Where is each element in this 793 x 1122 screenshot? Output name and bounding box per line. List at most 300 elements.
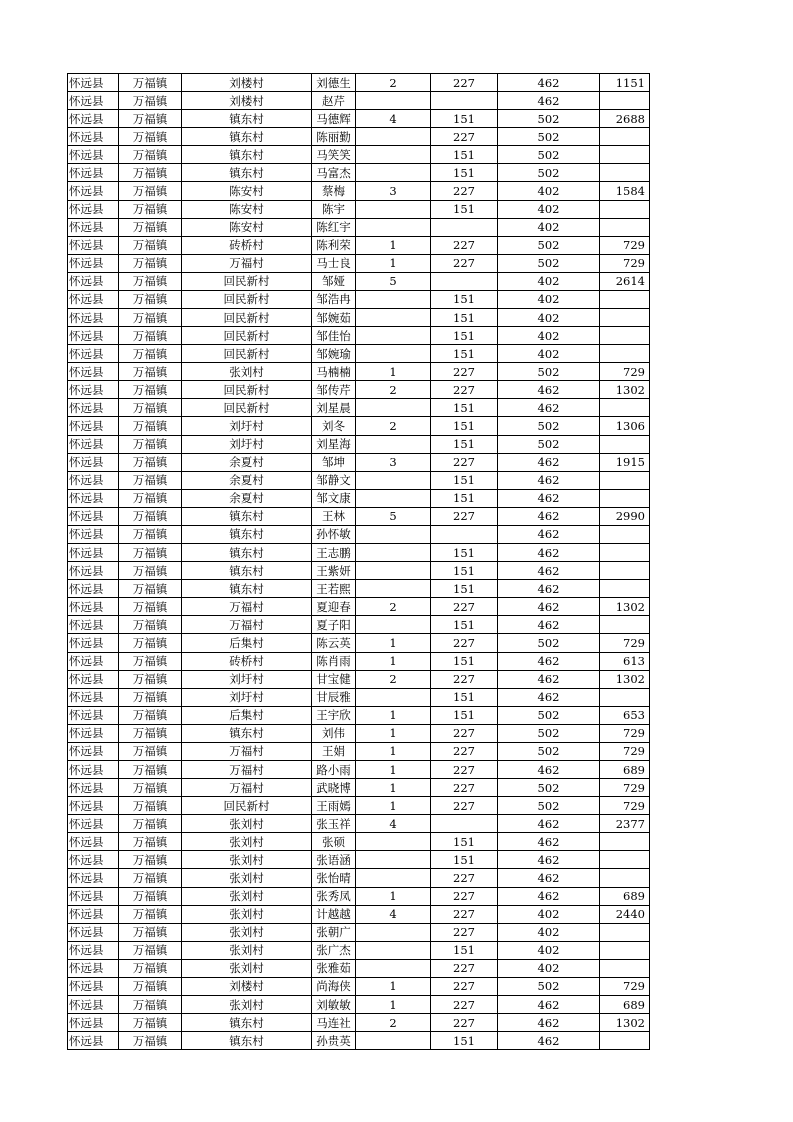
amount-b-cell: 462 xyxy=(498,598,600,616)
household-count-cell xyxy=(356,200,431,218)
amount-b-cell: 462 xyxy=(498,851,600,869)
total-cell: 1302 xyxy=(600,670,650,688)
total-cell xyxy=(600,1032,650,1050)
table-row xyxy=(68,977,650,995)
amount-b-cell: 402 xyxy=(498,327,600,345)
data-table xyxy=(67,73,650,1050)
county-cell: 怀远县 xyxy=(68,580,119,598)
household-count-cell xyxy=(356,833,431,851)
total-cell: 729 xyxy=(600,742,650,760)
village-cell: 刘圩村 xyxy=(182,435,312,453)
village-cell: 刘楼村 xyxy=(182,977,312,995)
village-cell: 砖桥村 xyxy=(182,652,312,670)
county-cell: 怀远县 xyxy=(68,652,119,670)
village-cell: 镇东村 xyxy=(182,525,312,543)
total-cell xyxy=(600,128,650,146)
total-cell xyxy=(600,200,650,218)
total-cell: 729 xyxy=(600,797,650,815)
county-cell: 怀远县 xyxy=(68,941,119,959)
county-cell: 怀远县 xyxy=(68,381,119,399)
amount-b-cell: 402 xyxy=(498,218,600,236)
name-cell: 陈云英 xyxy=(312,634,356,652)
household-count-cell: 2 xyxy=(356,1014,431,1032)
county-cell: 怀远县 xyxy=(68,200,119,218)
town-cell: 万福镇 xyxy=(119,128,182,146)
name-cell: 王宇欣 xyxy=(312,706,356,724)
household-count-cell xyxy=(356,616,431,634)
household-count-cell: 1 xyxy=(356,236,431,254)
village-cell: 余夏村 xyxy=(182,471,312,489)
amount-a-cell: 227 xyxy=(431,797,498,815)
total-cell xyxy=(600,580,650,598)
village-cell: 回民新村 xyxy=(182,797,312,815)
total-cell: 2440 xyxy=(600,905,650,923)
amount-a-cell: 151 xyxy=(431,616,498,634)
amount-a-cell: 151 xyxy=(431,146,498,164)
table-row xyxy=(68,652,650,670)
household-count-cell: 2 xyxy=(356,417,431,435)
amount-a-cell: 151 xyxy=(431,200,498,218)
name-cell: 邹婉茹 xyxy=(312,309,356,327)
name-cell: 刘星海 xyxy=(312,435,356,453)
town-cell: 万福镇 xyxy=(119,634,182,652)
name-cell: 陈丽勤 xyxy=(312,128,356,146)
county-cell: 怀远县 xyxy=(68,706,119,724)
amount-a-cell: 151 xyxy=(431,435,498,453)
name-cell: 邹静文 xyxy=(312,471,356,489)
amount-a-cell: 151 xyxy=(431,833,498,851)
county-cell: 怀远县 xyxy=(68,905,119,923)
table-row xyxy=(68,923,650,941)
village-cell: 镇东村 xyxy=(182,110,312,128)
county-cell: 怀远县 xyxy=(68,417,119,435)
county-cell: 怀远县 xyxy=(68,742,119,760)
town-cell: 万福镇 xyxy=(119,345,182,363)
name-cell: 刘星晨 xyxy=(312,399,356,417)
amount-a-cell: 227 xyxy=(431,779,498,797)
village-cell: 张刘村 xyxy=(182,851,312,869)
table-row xyxy=(68,236,650,254)
amount-b-cell: 502 xyxy=(498,779,600,797)
household-count-cell: 1 xyxy=(356,706,431,724)
amount-b-cell: 502 xyxy=(498,110,600,128)
village-cell: 刘圩村 xyxy=(182,670,312,688)
town-cell: 万福镇 xyxy=(119,797,182,815)
table-row xyxy=(68,471,650,489)
amount-b-cell: 462 xyxy=(498,670,600,688)
name-cell: 邹坤 xyxy=(312,453,356,471)
name-cell: 刘敏敏 xyxy=(312,995,356,1013)
total-cell xyxy=(600,959,650,977)
amount-b-cell: 502 xyxy=(498,417,600,435)
village-cell: 镇东村 xyxy=(182,580,312,598)
name-cell: 王紫妍 xyxy=(312,562,356,580)
village-cell: 张刘村 xyxy=(182,959,312,977)
county-cell: 怀远县 xyxy=(68,309,119,327)
table-row xyxy=(68,507,650,525)
name-cell: 夏迎春 xyxy=(312,598,356,616)
amount-a-cell: 227 xyxy=(431,905,498,923)
table-row xyxy=(68,616,650,634)
name-cell: 邹传芹 xyxy=(312,381,356,399)
amount-a-cell: 227 xyxy=(431,453,498,471)
total-cell xyxy=(600,290,650,308)
town-cell: 万福镇 xyxy=(119,200,182,218)
amount-a-cell: 227 xyxy=(431,760,498,778)
amount-a-cell: 227 xyxy=(431,670,498,688)
household-count-cell: 1 xyxy=(356,742,431,760)
county-cell: 怀远县 xyxy=(68,544,119,562)
amount-b-cell: 502 xyxy=(498,236,600,254)
amount-b-cell: 402 xyxy=(498,182,600,200)
household-count-cell: 1 xyxy=(356,779,431,797)
household-count-cell: 3 xyxy=(356,453,431,471)
total-cell: 729 xyxy=(600,363,650,381)
county-cell: 怀远县 xyxy=(68,128,119,146)
county-cell: 怀远县 xyxy=(68,688,119,706)
county-cell: 怀远县 xyxy=(68,345,119,363)
name-cell: 王志鹏 xyxy=(312,544,356,562)
table-row xyxy=(68,435,650,453)
amount-a-cell xyxy=(431,218,498,236)
amount-b-cell: 402 xyxy=(498,959,600,977)
town-cell: 万福镇 xyxy=(119,598,182,616)
name-cell: 邹佳怡 xyxy=(312,327,356,345)
amount-b-cell: 462 xyxy=(498,74,600,92)
name-cell: 王林 xyxy=(312,507,356,525)
total-cell xyxy=(600,146,650,164)
county-cell: 怀远县 xyxy=(68,182,119,200)
town-cell: 万福镇 xyxy=(119,887,182,905)
county-cell: 怀远县 xyxy=(68,92,119,110)
name-cell: 马楠楠 xyxy=(312,363,356,381)
amount-a-cell: 227 xyxy=(431,507,498,525)
amount-a-cell: 227 xyxy=(431,381,498,399)
household-count-cell xyxy=(356,525,431,543)
name-cell: 刘冬 xyxy=(312,417,356,435)
county-cell: 怀远县 xyxy=(68,453,119,471)
village-cell: 刘圩村 xyxy=(182,417,312,435)
village-cell: 张刘村 xyxy=(182,941,312,959)
total-cell: 729 xyxy=(600,236,650,254)
total-cell: 1302 xyxy=(600,1014,650,1032)
town-cell: 万福镇 xyxy=(119,652,182,670)
table-row xyxy=(68,1032,650,1050)
household-count-cell: 2 xyxy=(356,670,431,688)
amount-b-cell: 462 xyxy=(498,471,600,489)
amount-a-cell xyxy=(431,525,498,543)
household-count-cell: 1 xyxy=(356,995,431,1013)
town-cell: 万福镇 xyxy=(119,489,182,507)
table-row xyxy=(68,779,650,797)
amount-a-cell: 227 xyxy=(431,887,498,905)
name-cell: 刘德生 xyxy=(312,74,356,92)
amount-a-cell: 151 xyxy=(431,562,498,580)
town-cell: 万福镇 xyxy=(119,525,182,543)
table-row xyxy=(68,851,650,869)
county-cell: 怀远县 xyxy=(68,489,119,507)
amount-b-cell: 402 xyxy=(498,923,600,941)
county-cell: 怀远县 xyxy=(68,670,119,688)
county-cell: 怀远县 xyxy=(68,110,119,128)
village-cell: 万福村 xyxy=(182,616,312,634)
amount-a-cell: 227 xyxy=(431,598,498,616)
total-cell xyxy=(600,851,650,869)
household-count-cell: 1 xyxy=(356,797,431,815)
household-count-cell xyxy=(356,309,431,327)
county-cell: 怀远县 xyxy=(68,851,119,869)
total-cell xyxy=(600,218,650,236)
amount-a-cell: 151 xyxy=(431,327,498,345)
household-count-cell: 1 xyxy=(356,724,431,742)
table-row xyxy=(68,941,650,959)
amount-b-cell: 502 xyxy=(498,797,600,815)
total-cell: 1302 xyxy=(600,598,650,616)
total-cell: 2614 xyxy=(600,272,650,290)
household-count-cell: 4 xyxy=(356,905,431,923)
table-row xyxy=(68,363,650,381)
household-count-cell xyxy=(356,941,431,959)
town-cell: 万福镇 xyxy=(119,92,182,110)
total-cell: 1306 xyxy=(600,417,650,435)
amount-b-cell: 462 xyxy=(498,507,600,525)
village-cell: 回民新村 xyxy=(182,345,312,363)
table-row xyxy=(68,688,650,706)
town-cell: 万福镇 xyxy=(119,381,182,399)
table-row xyxy=(68,706,650,724)
table-row xyxy=(68,724,650,742)
county-cell: 怀远县 xyxy=(68,236,119,254)
table-row xyxy=(68,290,650,308)
total-cell xyxy=(600,544,650,562)
table-row xyxy=(68,562,650,580)
town-cell: 万福镇 xyxy=(119,218,182,236)
total-cell: 2377 xyxy=(600,815,650,833)
household-count-cell xyxy=(356,471,431,489)
village-cell: 余夏村 xyxy=(182,489,312,507)
amount-a-cell: 227 xyxy=(431,254,498,272)
county-cell: 怀远县 xyxy=(68,779,119,797)
total-cell xyxy=(600,92,650,110)
county-cell: 怀远县 xyxy=(68,797,119,815)
county-cell: 怀远县 xyxy=(68,327,119,345)
total-cell: 653 xyxy=(600,706,650,724)
table-row xyxy=(68,164,650,182)
household-count-cell xyxy=(356,327,431,345)
amount-b-cell: 462 xyxy=(498,616,600,634)
total-cell xyxy=(600,525,650,543)
town-cell: 万福镇 xyxy=(119,309,182,327)
town-cell: 万福镇 xyxy=(119,164,182,182)
county-cell: 怀远县 xyxy=(68,435,119,453)
town-cell: 万福镇 xyxy=(119,507,182,525)
amount-b-cell: 462 xyxy=(498,544,600,562)
household-count-cell xyxy=(356,92,431,110)
village-cell: 万福村 xyxy=(182,598,312,616)
household-count-cell xyxy=(356,580,431,598)
town-cell: 万福镇 xyxy=(119,995,182,1013)
amount-b-cell: 502 xyxy=(498,634,600,652)
table-row xyxy=(68,544,650,562)
amount-b-cell: 462 xyxy=(498,652,600,670)
name-cell: 蔡梅 xyxy=(312,182,356,200)
name-cell: 张广杰 xyxy=(312,941,356,959)
town-cell: 万福镇 xyxy=(119,1032,182,1050)
village-cell: 后集村 xyxy=(182,634,312,652)
name-cell: 马笑笑 xyxy=(312,146,356,164)
table-row xyxy=(68,146,650,164)
amount-a-cell: 151 xyxy=(431,345,498,363)
town-cell: 万福镇 xyxy=(119,562,182,580)
name-cell: 武晓博 xyxy=(312,779,356,797)
table-row xyxy=(68,327,650,345)
total-cell xyxy=(600,562,650,580)
village-cell: 镇东村 xyxy=(182,544,312,562)
amount-b-cell: 462 xyxy=(498,833,600,851)
town-cell: 万福镇 xyxy=(119,417,182,435)
name-cell: 张玉祥 xyxy=(312,815,356,833)
table-row xyxy=(68,182,650,200)
county-cell: 怀远县 xyxy=(68,1032,119,1050)
name-cell: 张雅茹 xyxy=(312,959,356,977)
amount-b-cell: 462 xyxy=(498,489,600,507)
town-cell: 万福镇 xyxy=(119,869,182,887)
name-cell: 陈肖雨 xyxy=(312,652,356,670)
county-cell: 怀远县 xyxy=(68,1014,119,1032)
town-cell: 万福镇 xyxy=(119,327,182,345)
village-cell: 刘圩村 xyxy=(182,688,312,706)
village-cell: 回民新村 xyxy=(182,309,312,327)
table-row xyxy=(68,815,650,833)
table-row xyxy=(68,92,650,110)
village-cell: 砖桥村 xyxy=(182,236,312,254)
name-cell: 马富杰 xyxy=(312,164,356,182)
town-cell: 万福镇 xyxy=(119,815,182,833)
amount-b-cell: 462 xyxy=(498,995,600,1013)
amount-a-cell: 151 xyxy=(431,580,498,598)
amount-b-cell: 402 xyxy=(498,309,600,327)
household-count-cell: 1 xyxy=(356,652,431,670)
amount-a-cell: 151 xyxy=(431,941,498,959)
amount-a-cell: 151 xyxy=(431,652,498,670)
amount-b-cell: 502 xyxy=(498,146,600,164)
village-cell: 张刘村 xyxy=(182,833,312,851)
name-cell: 张朝广 xyxy=(312,923,356,941)
name-cell: 计越越 xyxy=(312,905,356,923)
amount-b-cell: 462 xyxy=(498,381,600,399)
county-cell: 怀远县 xyxy=(68,977,119,995)
amount-a-cell: 151 xyxy=(431,544,498,562)
total-cell: 1151 xyxy=(600,74,650,92)
amount-b-cell: 502 xyxy=(498,128,600,146)
name-cell: 尚海侠 xyxy=(312,977,356,995)
town-cell: 万福镇 xyxy=(119,977,182,995)
village-cell: 万福村 xyxy=(182,760,312,778)
county-cell: 怀远县 xyxy=(68,507,119,525)
town-cell: 万福镇 xyxy=(119,254,182,272)
household-count-cell xyxy=(356,923,431,941)
town-cell: 万福镇 xyxy=(119,363,182,381)
amount-a-cell: 227 xyxy=(431,182,498,200)
amount-a-cell: 227 xyxy=(431,869,498,887)
amount-b-cell: 462 xyxy=(498,580,600,598)
village-cell: 后集村 xyxy=(182,706,312,724)
table-row xyxy=(68,887,650,905)
amount-a-cell: 227 xyxy=(431,128,498,146)
town-cell: 万福镇 xyxy=(119,742,182,760)
town-cell: 万福镇 xyxy=(119,74,182,92)
total-cell: 2688 xyxy=(600,110,650,128)
amount-b-cell: 502 xyxy=(498,742,600,760)
table-row xyxy=(68,74,650,92)
total-cell: 729 xyxy=(600,977,650,995)
household-count-cell xyxy=(356,218,431,236)
county-cell: 怀远县 xyxy=(68,399,119,417)
table-row xyxy=(68,598,650,616)
county-cell: 怀远县 xyxy=(68,833,119,851)
amount-b-cell: 462 xyxy=(498,688,600,706)
table-row xyxy=(68,453,650,471)
town-cell: 万福镇 xyxy=(119,833,182,851)
amount-b-cell: 502 xyxy=(498,724,600,742)
total-cell xyxy=(600,688,650,706)
household-count-cell: 5 xyxy=(356,507,431,525)
amount-b-cell: 502 xyxy=(498,254,600,272)
household-count-cell: 1 xyxy=(356,363,431,381)
village-cell: 回民新村 xyxy=(182,290,312,308)
table-row xyxy=(68,345,650,363)
county-cell: 怀远县 xyxy=(68,290,119,308)
amount-b-cell: 402 xyxy=(498,290,600,308)
table-row xyxy=(68,905,650,923)
total-cell xyxy=(600,923,650,941)
table-row xyxy=(68,254,650,272)
village-cell: 万福村 xyxy=(182,742,312,760)
amount-b-cell: 462 xyxy=(498,399,600,417)
name-cell: 夏子阳 xyxy=(312,616,356,634)
total-cell xyxy=(600,435,650,453)
amount-b-cell: 462 xyxy=(498,1032,600,1050)
table-row xyxy=(68,1014,650,1032)
county-cell: 怀远县 xyxy=(68,272,119,290)
name-cell: 甘宝健 xyxy=(312,670,356,688)
household-count-cell: 2 xyxy=(356,74,431,92)
table-row xyxy=(68,525,650,543)
amount-a-cell: 151 xyxy=(431,706,498,724)
table-row xyxy=(68,272,650,290)
total-cell: 689 xyxy=(600,760,650,778)
county-cell: 怀远县 xyxy=(68,598,119,616)
name-cell: 刘伟 xyxy=(312,724,356,742)
table-row xyxy=(68,797,650,815)
name-cell: 邹浩冉 xyxy=(312,290,356,308)
town-cell: 万福镇 xyxy=(119,453,182,471)
town-cell: 万福镇 xyxy=(119,544,182,562)
town-cell: 万福镇 xyxy=(119,290,182,308)
name-cell: 陈宇 xyxy=(312,200,356,218)
amount-b-cell: 402 xyxy=(498,272,600,290)
amount-a-cell: 227 xyxy=(431,634,498,652)
town-cell: 万福镇 xyxy=(119,706,182,724)
name-cell: 赵芹 xyxy=(312,92,356,110)
total-cell: 1302 xyxy=(600,381,650,399)
household-count-cell: 4 xyxy=(356,815,431,833)
amount-b-cell: 462 xyxy=(498,453,600,471)
total-cell xyxy=(600,869,650,887)
village-cell: 回民新村 xyxy=(182,399,312,417)
table-row xyxy=(68,833,650,851)
amount-a-cell: 151 xyxy=(431,489,498,507)
